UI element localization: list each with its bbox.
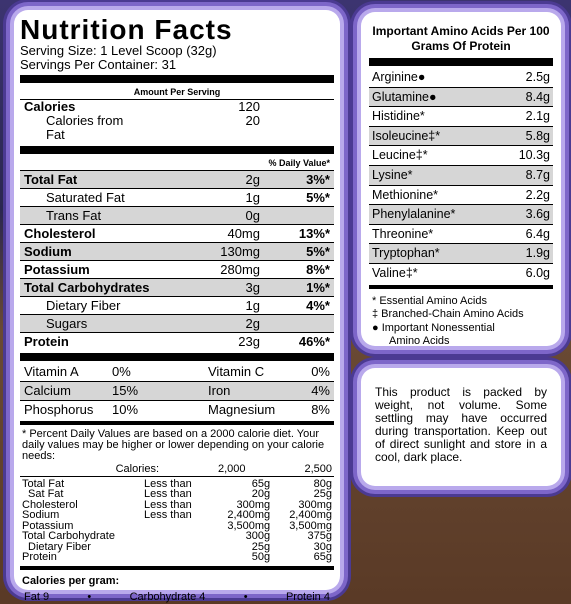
nutrient-label: Sugars <box>46 316 88 331</box>
reference-c1: 3,500mg <box>227 519 271 532</box>
amino-label: Arginine● <box>372 70 426 84</box>
reference-row <box>20 531 334 542</box>
reference-qualifier: Less than <box>144 498 192 511</box>
nutrient-dv: 3%* <box>306 172 330 187</box>
reference-c1: 300mg <box>236 498 271 511</box>
reference-qualifier: Less than <box>144 488 192 500</box>
calories-from-fat-value: 20 <box>245 113 260 128</box>
nutrient-amount: 0g <box>245 208 260 223</box>
reference-label: Protein <box>22 551 57 563</box>
divider <box>20 421 334 425</box>
calories-row <box>20 100 334 114</box>
amino-label: Threonine* <box>372 226 434 241</box>
amino-label: Isoleucine‡* <box>372 128 441 143</box>
vitamin-value: 8% <box>311 402 330 417</box>
amino-label: Leucine‡* <box>372 148 428 163</box>
nutrient-amount: 3g <box>245 280 260 295</box>
nutrient-label: Cholesterol <box>24 226 96 241</box>
reference-c1: 300g <box>245 530 271 542</box>
reference-c2: 2,400mg <box>289 509 332 521</box>
nutrient-amount: 130mg <box>220 244 260 259</box>
amino-label: Tryptophan* <box>372 246 440 261</box>
reference-c2: 375g <box>307 530 332 542</box>
amino-row <box>369 186 553 206</box>
reference-row <box>20 542 334 553</box>
amount-per-serving: Amount Per Serving <box>133 87 221 97</box>
nutrient-row <box>20 171 334 189</box>
bullet: • <box>243 590 248 603</box>
amino-label: Valine‡* <box>372 265 418 280</box>
reference-label: Sat Fat <box>28 488 64 500</box>
vitamin-value: 4% <box>311 383 330 398</box>
amino-value: 2.5g <box>525 70 550 84</box>
calories-from-fat-row <box>20 114 334 142</box>
nutrient-row <box>20 279 334 297</box>
reference-label: Total Carbohydrate <box>22 530 115 542</box>
vitamin-name: Iron <box>208 383 231 398</box>
vitamin-row <box>20 382 334 401</box>
nutrient-label: Potassium <box>24 262 90 277</box>
amino-label: Methionine* <box>372 187 439 202</box>
vitamin-value: 0% <box>311 364 330 379</box>
nutrient-dv: 13%* <box>298 226 330 241</box>
amino-value: 10.3g <box>518 148 550 163</box>
reference-label: Dietary Fiber <box>28 540 91 553</box>
amino-value: 5.8g <box>525 128 550 143</box>
vitamin-value: 0% <box>112 364 131 379</box>
amino-label: Histidine* <box>372 109 425 124</box>
vitamin-row <box>20 363 334 382</box>
amino-row <box>369 205 553 225</box>
divider <box>20 75 334 83</box>
divider <box>20 566 334 570</box>
reference-c2: 80g <box>313 477 332 490</box>
nutrient-label: Saturated Fat <box>46 190 125 205</box>
amino-value: 2.2g <box>525 187 550 202</box>
nutrient-label: Protein <box>24 334 69 349</box>
amino-label: Lysine* <box>372 167 413 182</box>
divider <box>369 285 553 289</box>
amino-row <box>369 146 553 166</box>
reference-table-body <box>20 479 334 563</box>
legend-nonessential-cont: Amino Acids <box>389 335 450 348</box>
nutrient-dv: 5%* <box>306 190 330 205</box>
nutrient-row <box>20 315 334 333</box>
reference-label: Sodium <box>22 509 60 521</box>
reference-qualifier <box>142 552 210 563</box>
reference-c1: 65g <box>251 477 271 490</box>
daily-value-heading: % Daily Value* <box>268 158 330 168</box>
reference-c2: 300mg <box>298 498 332 511</box>
reference-c1: 50g <box>251 551 271 563</box>
reference-c1: 25g <box>251 540 271 553</box>
reference-c1: 2,400mg <box>227 509 271 521</box>
daily-value-footnote: * Percent Daily Values are based on a 2000 calorie diet. Your daily values may be higher or lower depending on your calorie needs: <box>22 428 325 462</box>
reference-header-c1: 2,000 <box>217 463 246 475</box>
reference-table <box>20 464 334 475</box>
amino-value: 6.0g <box>525 265 550 280</box>
nutrient-amount: 1g <box>245 298 260 313</box>
reference-qualifier: Less than <box>144 477 192 490</box>
reference-qualifier: Less than <box>144 509 192 521</box>
nutrient-label: Trans Fat <box>46 208 102 223</box>
nutrient-dv <box>260 315 330 332</box>
nutrient-label: Dietary Fiber <box>46 298 121 313</box>
nutrient-row <box>20 225 334 243</box>
amino-value: 8.4g <box>525 89 550 104</box>
legend-nonessential: ● Important Nonessential <box>372 321 495 334</box>
storage-note: This product is packed by weight, not volume. Some settling may have occurred during transportation. Keep out of direct sunlight and store in a cool, dark place. <box>375 385 547 464</box>
reference-header-label: Calories: <box>115 463 159 475</box>
fat-per-gram: Fat 9 <box>24 590 50 603</box>
reference-label: Potassium <box>22 519 74 532</box>
reference-qualifier <box>142 531 210 542</box>
vitamin-value: 10% <box>112 402 139 417</box>
calories-per-gram-label: Calories per gram: <box>22 574 120 587</box>
reference-qualifier <box>142 521 210 532</box>
reference-row <box>20 510 334 521</box>
amino-value: 1.9g <box>525 246 550 261</box>
amino-label: Phenylalanine* <box>372 207 456 222</box>
amino-row <box>369 68 553 88</box>
vitamin-name: Vitamin A <box>24 364 79 379</box>
calories-from-fat-label: Calories from Fat <box>46 113 124 142</box>
nutrient-dv: 5%* <box>306 244 330 259</box>
servings-per-container: Servings Per Container: 31 <box>20 57 177 72</box>
reference-c1: 20g <box>251 488 271 500</box>
amino-acids-table <box>369 20 553 353</box>
legend-essential: * Essential Amino Acids <box>372 294 487 307</box>
amino-row <box>369 264 553 283</box>
vitamin-value: 15% <box>112 383 139 398</box>
nutrient-label: Total Fat <box>24 172 78 187</box>
nutrient-amount: 2g <box>245 172 260 187</box>
amino-label: Glutamine● <box>372 89 437 104</box>
amino-row <box>369 244 553 264</box>
amino-row <box>369 88 553 108</box>
bullet: • <box>87 590 92 603</box>
divider <box>20 146 334 154</box>
nutrient-amount: 23g <box>238 334 260 349</box>
reference-row <box>20 552 334 563</box>
nutrient-dv: 1%* <box>306 280 330 295</box>
amino-row <box>369 127 553 147</box>
nutrient-row <box>20 207 334 225</box>
nutrient-label: Sodium <box>24 244 72 259</box>
nutrition-facts-label <box>20 16 334 604</box>
amino-acids-title: Important Amino Acids Per 100 Grams Of Protein <box>372 24 550 53</box>
nutrient-row <box>20 333 334 350</box>
reference-label: Cholesterol <box>22 498 78 511</box>
reference-header-c2: 2,500 <box>304 463 332 475</box>
amino-value: 3.6g <box>525 207 550 222</box>
reference-label: Total Fat <box>22 477 65 490</box>
amino-value: 8.7g <box>525 167 550 182</box>
vitamin-name: Calcium <box>24 383 71 398</box>
nutrient-amount: 1g <box>245 190 260 205</box>
divider <box>20 353 334 361</box>
amino-row <box>369 107 553 127</box>
nutrient-dv: 8%* <box>306 262 330 277</box>
reference-header-row <box>20 464 334 475</box>
nutrition-facts-title: Nutrition Facts <box>20 14 233 45</box>
nutrient-dv <box>260 207 330 224</box>
nutrient-row <box>20 189 334 207</box>
nutrient-amount: 280mg <box>220 262 260 277</box>
reference-c2: 65g <box>313 551 332 563</box>
divider <box>369 58 553 66</box>
nutrient-amount: 2g <box>245 316 260 331</box>
vitamin-name: Magnesium <box>208 402 276 417</box>
amino-row <box>369 225 553 245</box>
divider <box>20 476 334 477</box>
vitamin-name: Vitamin C <box>208 364 265 379</box>
amino-value: 2.1g <box>525 109 550 124</box>
vitamin-row <box>20 401 334 419</box>
nutrient-row <box>20 297 334 315</box>
amino-legend <box>369 291 553 353</box>
protein-per-gram: Protein 4 <box>285 590 330 603</box>
reference-row <box>20 489 334 500</box>
nutrient-row <box>20 243 334 261</box>
nutrient-row <box>20 261 334 279</box>
calories-label: Calories <box>24 99 76 114</box>
serving-size: Serving Size: 1 Level Scoop (32g) <box>20 43 217 58</box>
reference-qualifier <box>142 542 210 553</box>
reference-c2: 30g <box>313 540 332 553</box>
amino-value: 6.4g <box>525 226 550 241</box>
legend-branched-chain: ‡ Branched-Chain Amino Acids <box>372 308 524 321</box>
reference-c2: 3,500mg <box>289 519 332 532</box>
nutrient-amount: 40mg <box>227 226 260 241</box>
calories-per-gram-row <box>20 590 334 604</box>
vitamin-name: Phosphorus <box>24 402 94 417</box>
reference-c2: 25g <box>313 488 332 500</box>
nutrient-dv: 4%* <box>306 298 330 313</box>
carbohydrate-per-gram: Carbohydrate 4 <box>129 590 206 603</box>
amino-row <box>369 166 553 186</box>
nutrient-dv: 46%* <box>298 334 330 349</box>
calories-value: 120 <box>238 99 260 114</box>
nutrient-label: Total Carbohydrates <box>24 280 150 295</box>
